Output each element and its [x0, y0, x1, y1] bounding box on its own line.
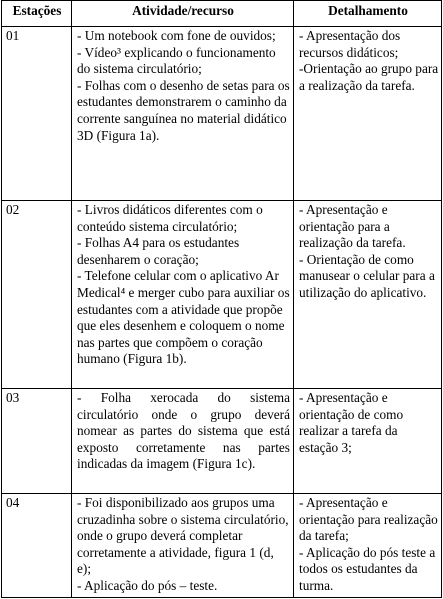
stations-table	[1, 0, 442, 598]
activity-cell	[72, 494, 294, 598]
detail-item: - Apresentação dos recursos didáticos;	[299, 28, 401, 60]
table-row	[2, 201, 442, 389]
station-cell: 02	[2, 201, 72, 389]
station-cell: 04	[2, 494, 72, 598]
detail-cell	[294, 201, 442, 389]
activity-item: - Aplicação do pós – teste.	[77, 577, 218, 593]
table-row	[2, 494, 442, 598]
activity-cell	[72, 27, 294, 201]
detail-cell	[294, 27, 442, 201]
detail-cell	[294, 494, 442, 598]
table-row	[2, 27, 442, 201]
activity-item: - Folhas com o desenho de setas para os estudantes demonstrarem o caminho da corrente sanguínea no material didático 3D (Figura 1a).	[77, 77, 290, 143]
activity-item: - Telefone celular com o aplicativo Ar Medical⁴ e merger cubo para auxiliar os estudantes com a atividade que propõe que eles desenhem e coloquem o nome nas partes que compõem o coração humano (Figura 1b).	[77, 268, 290, 367]
detail-item: - Apresentação e orientação para realização da tarefa;	[299, 495, 438, 544]
detail-item: - Apresentação e orientação de como realizar a tarefa da estação 3;	[299, 390, 404, 455]
activity-item: - Folhas A4 para os estudantes desenharem o coração;	[77, 235, 240, 267]
activity-cell	[72, 389, 294, 494]
header-activity: Atividade/recurso	[72, 1, 294, 27]
detail-item: - Orientação de como manusear o celular para a utilização do aplicativo.	[299, 251, 435, 300]
activity-item: - Um notebook com fone de ouvidos;	[77, 28, 276, 43]
activity-item: - Folha xerocada do sistema circulatório onde o grupo deverá nomear as partes do sistema que está exposto corretamente nas partes indicadas da imagem (Figura 1c).	[77, 390, 290, 472]
station-cell: 03	[2, 389, 72, 494]
detail-cell	[294, 389, 442, 494]
activity-item: - Vídeo³ explicando o funcionamento do sistema circulatório;	[77, 44, 276, 77]
activity-item: - Foi disponibilizado aos grupos uma cruzadinha sobre o sistema circulatório, onde o grupo deverá completar corretamente a atividade, figura 1 (d, e);	[77, 495, 289, 577]
header-stations: Estações	[2, 1, 72, 27]
activity-cell	[72, 201, 294, 389]
activity-item: - Livros didáticos diferentes com o conteúdo sistema circulatório;	[77, 202, 263, 234]
detail-item: -Orientação ao grupo para a realização da tarefa.	[299, 61, 439, 93]
table-row	[2, 389, 442, 494]
detail-item: - Apresentação e orientação para a realização da tarefa.	[299, 202, 406, 251]
station-cell: 01	[2, 27, 72, 201]
table-header-row	[2, 1, 442, 27]
detail-item: - Aplicação do pós teste a todos os estudantes da turma.	[299, 544, 436, 593]
header-detail: Detalhamento	[294, 1, 442, 27]
